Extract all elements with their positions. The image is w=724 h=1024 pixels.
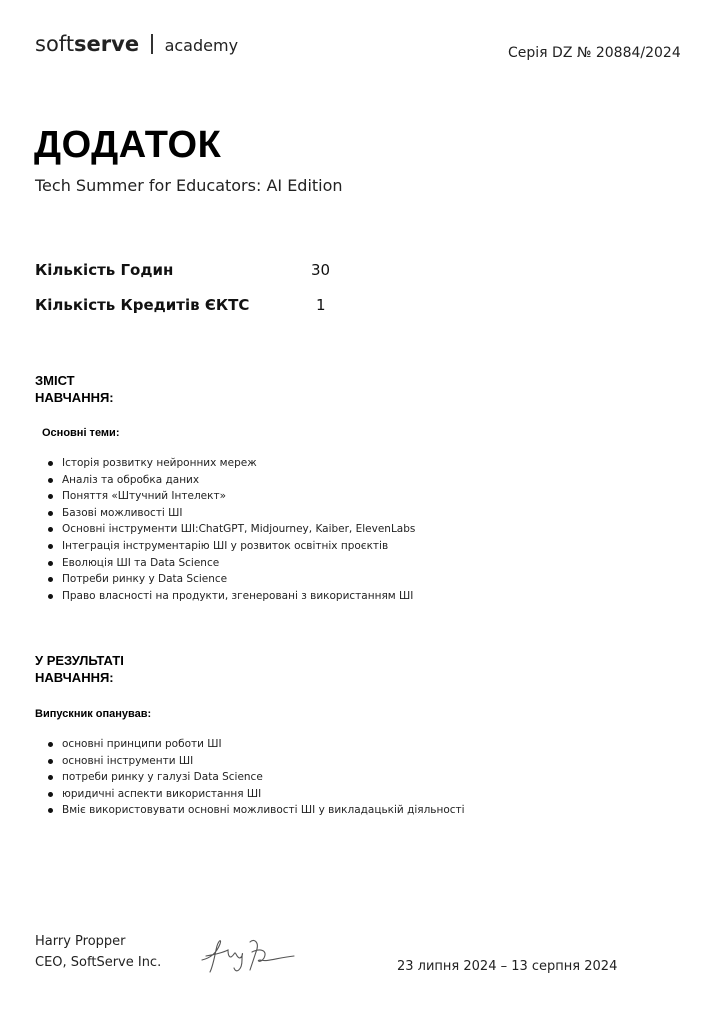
list-item: Еволюція ШІ та Data Science [47, 555, 415, 572]
hours-value: 30 [311, 261, 331, 279]
softserve-academy-logo [35, 32, 238, 56]
outcomes-list [47, 736, 465, 819]
list-item: Основні інструменти ШІ:ChatGPT, Midjourney, Kaiber, ElevenLabs [47, 521, 415, 538]
hours-label: Кількість Годин [35, 261, 174, 279]
logo-serve: serve [74, 32, 140, 56]
signature-image [198, 930, 298, 980]
list-item: Право власності на продукти, згенеровані з використанням ШІ [47, 588, 415, 605]
results-heading [35, 652, 124, 686]
credits-label: Кількість Кредитів ЄКТС [35, 296, 250, 314]
logo-divider [151, 34, 153, 54]
list-item: Потреби ринку у Data Science [47, 571, 415, 588]
credits-value: 1 [316, 296, 326, 314]
list-item: Історія розвитку нейронних мереж [47, 455, 415, 472]
content-heading [35, 372, 114, 406]
serial-number: Серія DZ № 20884/2024 [508, 45, 681, 61]
list-item: основні принципи роботи ШІ [47, 736, 465, 753]
course-dates: 23 липня 2024 – 13 серпня 2024 [397, 959, 618, 974]
content-heading-line2: НАВЧАННЯ: [35, 390, 114, 405]
list-item: Інтеграція інструментарію ШІ у розвиток освітніх проєктів [47, 538, 415, 555]
course-name: Tech Summer for Educators: AI Edition [35, 176, 343, 195]
logo-soft: soft [35, 32, 75, 56]
content-heading-line1: ЗМІСТ [35, 373, 75, 388]
content-subheading: Основні теми: [42, 427, 120, 439]
signer-name: Harry Propper [35, 934, 126, 949]
document-title: ДОДАТОК [34, 124, 222, 166]
list-item: Базові можливості ШІ [47, 505, 415, 522]
list-item: основні інструменти ШІ [47, 753, 465, 770]
list-item: юридичні аспекти використання ШІ [47, 786, 465, 803]
logo-academy: academy [164, 36, 239, 55]
topics-list [47, 455, 415, 604]
list-item: Поняття «Штучний Інтелект» [47, 488, 415, 505]
results-heading-line2: НАВЧАННЯ: [35, 670, 114, 685]
list-item: Аналіз та обробка даних [47, 472, 415, 489]
list-item: Вміє використовувати основні можливості ШІ у викладацькій діяльності [47, 802, 465, 819]
results-subheading: Випускник опанував: [35, 708, 152, 720]
list-item: потреби ринку у галузі Data Science [47, 769, 465, 786]
results-heading-line1: У РЕЗУЛЬТАТІ [35, 653, 124, 668]
signer-title: CEO, SoftServe Inc. [35, 955, 162, 970]
